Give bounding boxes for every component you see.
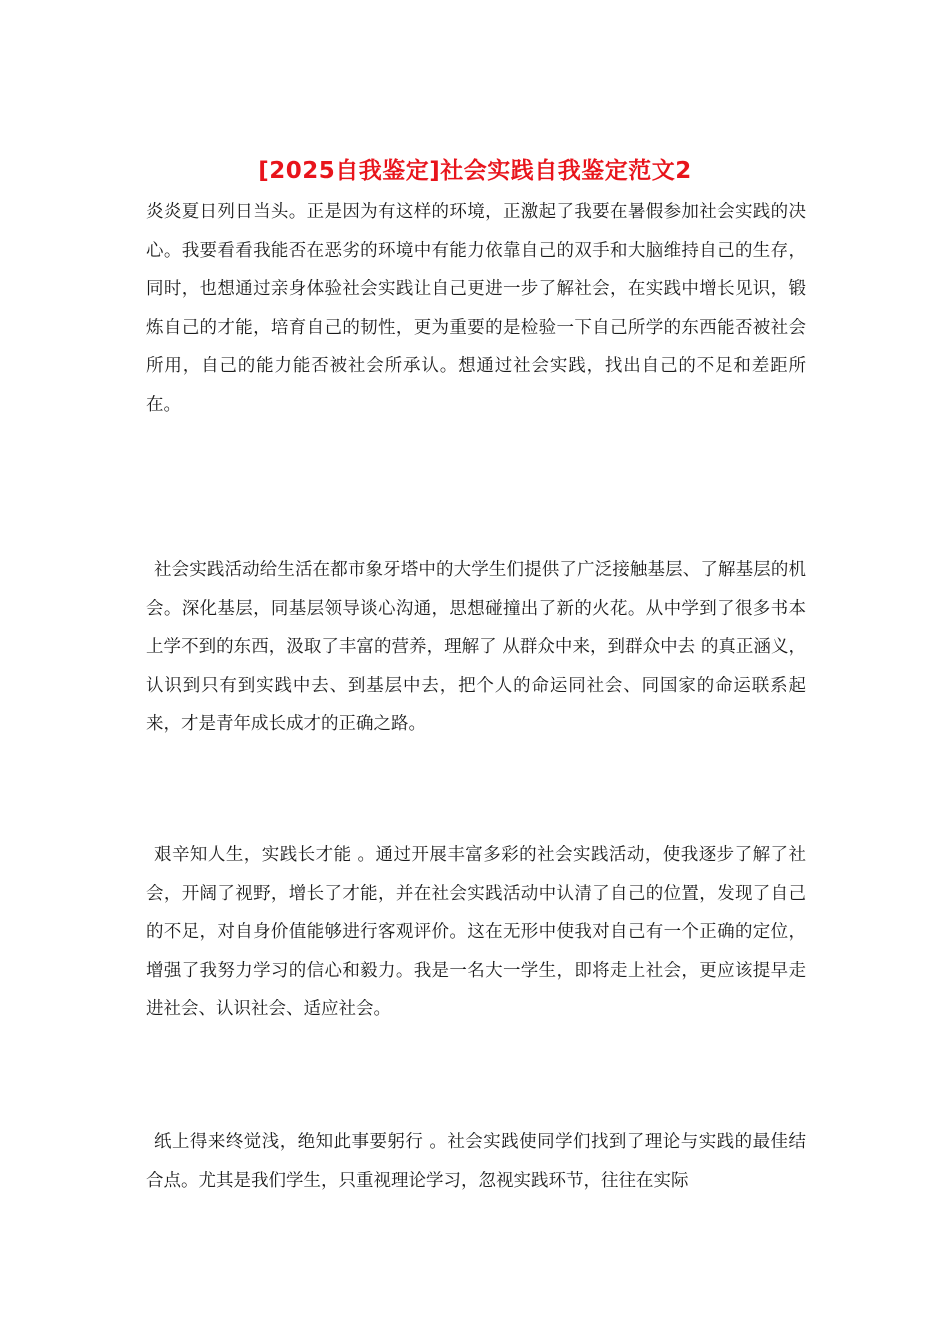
paragraph-2: 社会实践活动给生活在都市象牙塔中的大学生们提供了广泛接触基层、了解基层的机会。深化基层，同基层领导谈心沟通，思想碰撞出了新的火花。从中学到了很多书本上学不到的东西，汲取了丰富的营养，理解了 从群众中来，到群众中去 的真正涵义，认识到只有到实践中去、到基层中去，把个人的命运同社会、同国家的命运联系起来，才是青年成长成才的正确之路。 [146, 560, 806, 734]
paragraph-4: 纸上得来终觉浅，绝知此事要躬行 。社会实践使同学们找到了理论与实践的最佳结合点。尤其是我们学生，只重视理论学习，忽视实践环节，往往在实际 [146, 1132, 806, 1191]
document-title: [2025自我鉴定]社会实践自我鉴定范文2 [258, 158, 692, 184]
paragraph-1: 炎炎夏日列日当头。正是因为有这样的环境，正激起了我要在暑假参加社会实践的决心。我要看看我能否在恶劣的环境中有能力依靠自己的双手和大脑维持自己的生存，同时，也想通过亲身体验社会实践让自己更进一步了解社会，在实践中增长见识，锻炼自己的才能，培育自己的韧性，更为重要的是检验一下自己所学的东西能否被社会所用，自己的能力能否被社会所承认。想通过社会实践，找出自己的不足和差距所在。 [146, 202, 806, 415]
paragraph-3: 艰辛知人生，实践长才能 。通过开展丰富多彩的社会实践活动，使我逐步了解了社会，开阔了视野，增长了才能，并在社会实践活动中认清了自己的位置，发现了自己的不足，对自身价值能够进行客观评价。这在无形中使我对自己有一个正确的定位，增强了我努力学习的信心和毅力。我是一名大一学生，即将走上社会，更应该提早走进社会、认识社会、适应社会。 [146, 845, 806, 1019]
